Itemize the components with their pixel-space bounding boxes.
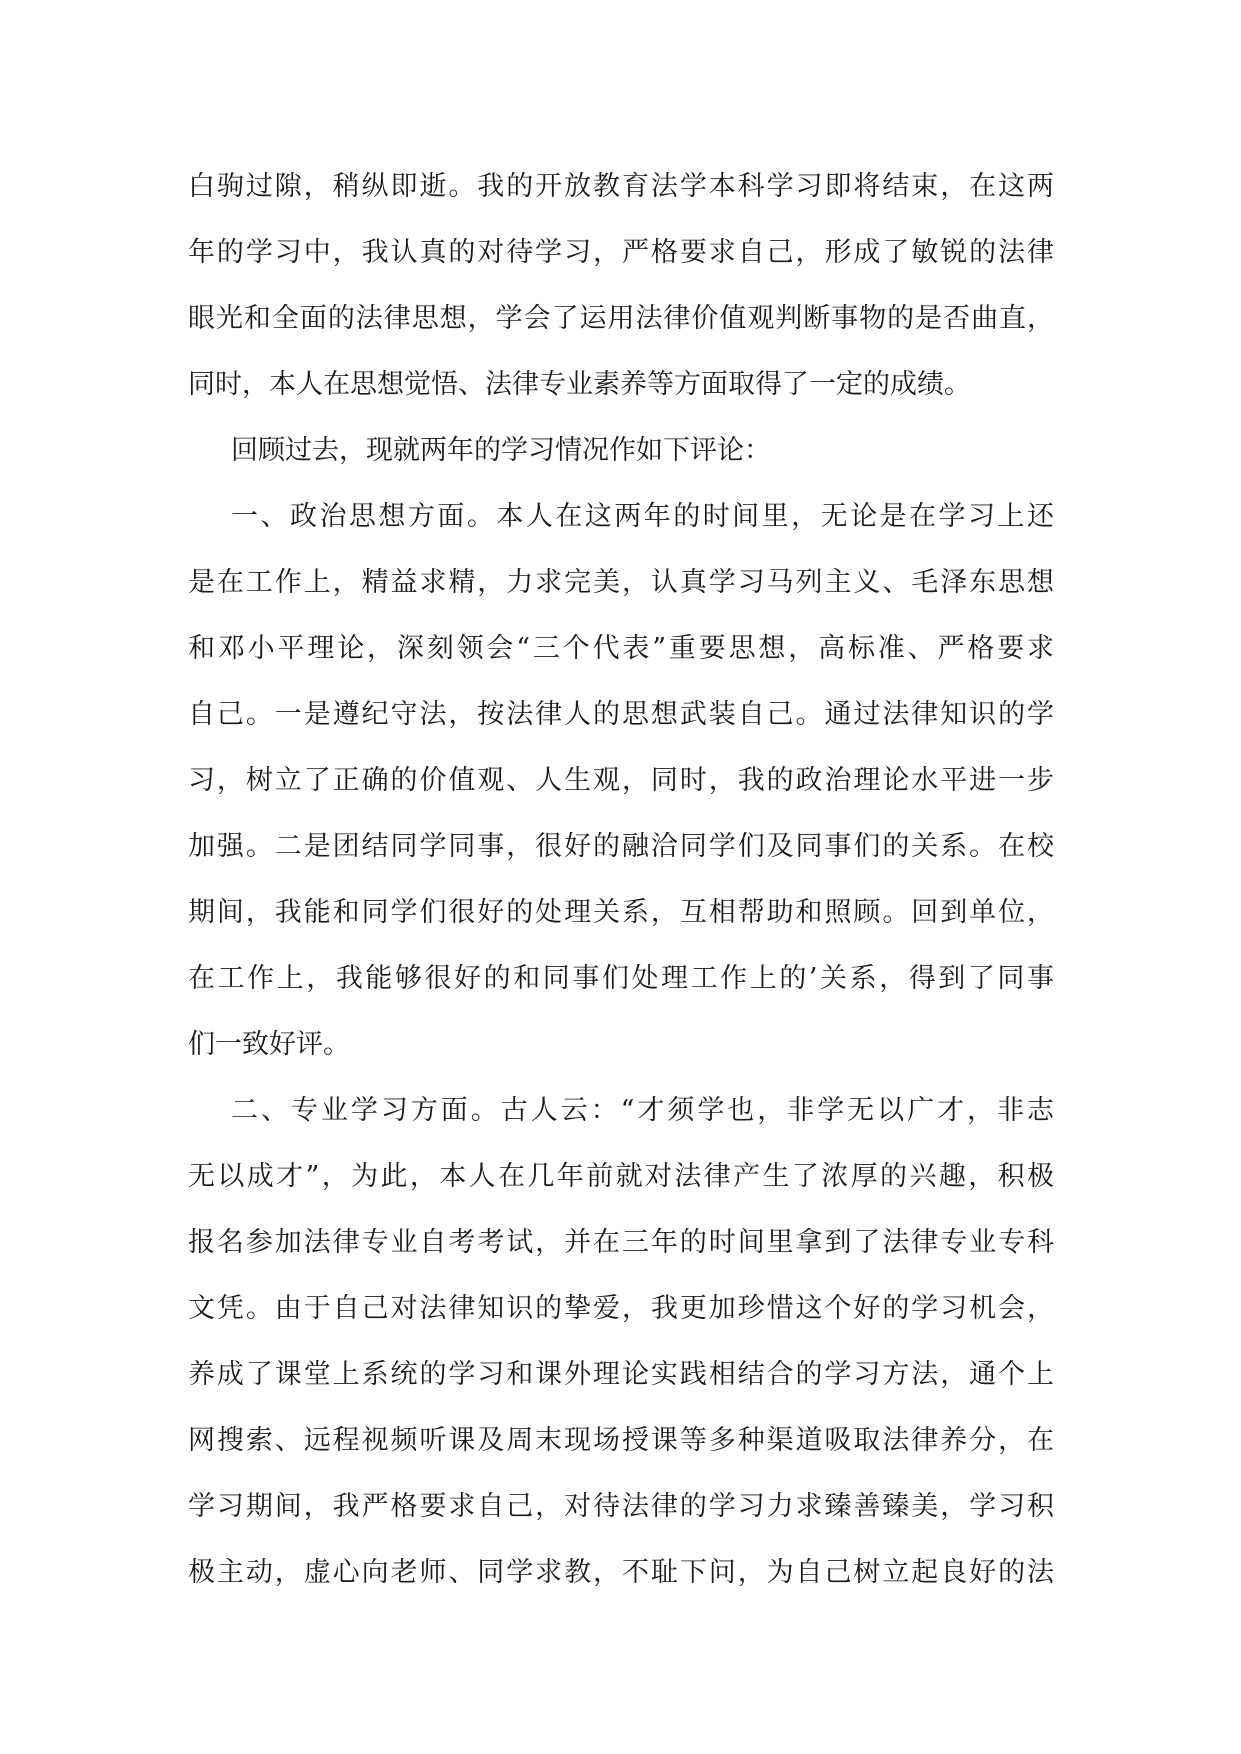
text-line: 们一致好评。	[188, 1029, 350, 1060]
text-line: 报名参加法律专业自考考试，并在三年的时间里拿到了法律专业专科	[188, 1227, 1054, 1258]
text-line: 二、专业学习方面。古人云：“才须学也，非学无以广才，非志	[231, 1095, 1054, 1126]
text-line: 一、政治思想方面。本人在这两年的时间里，无论是在学习上还	[231, 501, 1054, 532]
text-line: 回顾过去，现就两年的学习情况作如下评论：	[231, 435, 771, 466]
text-line: 在工作上，我能够很好的和同事们处理工作上的’关系，得到了同事	[188, 963, 1054, 994]
text-line: 自己。一是遵纪守法，按法律人的思想武装自己。通过法律知识的学	[188, 699, 1054, 730]
text-line: 习，树立了正确的价值观、人生观，同时，我的政治理论水平进一步	[188, 765, 1054, 796]
text-line: 文凭。由于自己对法律知识的挚爱，我更加珍惜这个好的学习机会，	[188, 1293, 1054, 1324]
document-body	[188, 154, 1054, 1606]
text-line: 同时，本人在思想觉悟、法律专业素养等方面取得了一定的成绩。	[188, 369, 971, 400]
text-line: 极主动，虚心向老师、同学求教，不耻下问，为自己树立起良好的法	[188, 1557, 1054, 1588]
text-line: 白驹过隙，稍纵即逝。我的开放教育法学本科学习即将结束，在这两	[188, 171, 1054, 202]
text-line: 年的学习中，我认真的对待学习，严格要求自己，形成了敏锐的法律	[188, 237, 1054, 268]
text-line: 无以成才”，为此，本人在几年前就对法律产生了浓厚的兴趣，积极	[188, 1161, 1054, 1192]
text-line: 期间，我能和同学们很好的处理关系，互相帮助和照顾。回到单位，	[188, 897, 1054, 928]
text-line: 加强。二是团结同学同事，很好的融洽同学们及同事们的关系。在校	[188, 831, 1054, 862]
text-line: 眼光和全面的法律思想，学会了运用法律价值观判断事物的是否曲直，	[188, 303, 1054, 334]
text-line: 网搜索、远程视频听课及周末现场授课等多种渠道吸取法律养分，在	[188, 1425, 1054, 1456]
text-line: 是在工作上，精益求精，力求完美，认真学习马列主义、毛泽东思想	[188, 567, 1054, 598]
text-line: 和邓小平理论，深刻领会“三个代表”重要思想，高标准、严格要求	[188, 633, 1054, 664]
text-line: 养成了课堂上系统的学习和课外理论实践相结合的学习方法，通个上	[188, 1359, 1054, 1390]
text-line: 学习期间，我严格要求自己，对待法律的学习力求臻善臻美，学习积	[188, 1491, 1054, 1522]
